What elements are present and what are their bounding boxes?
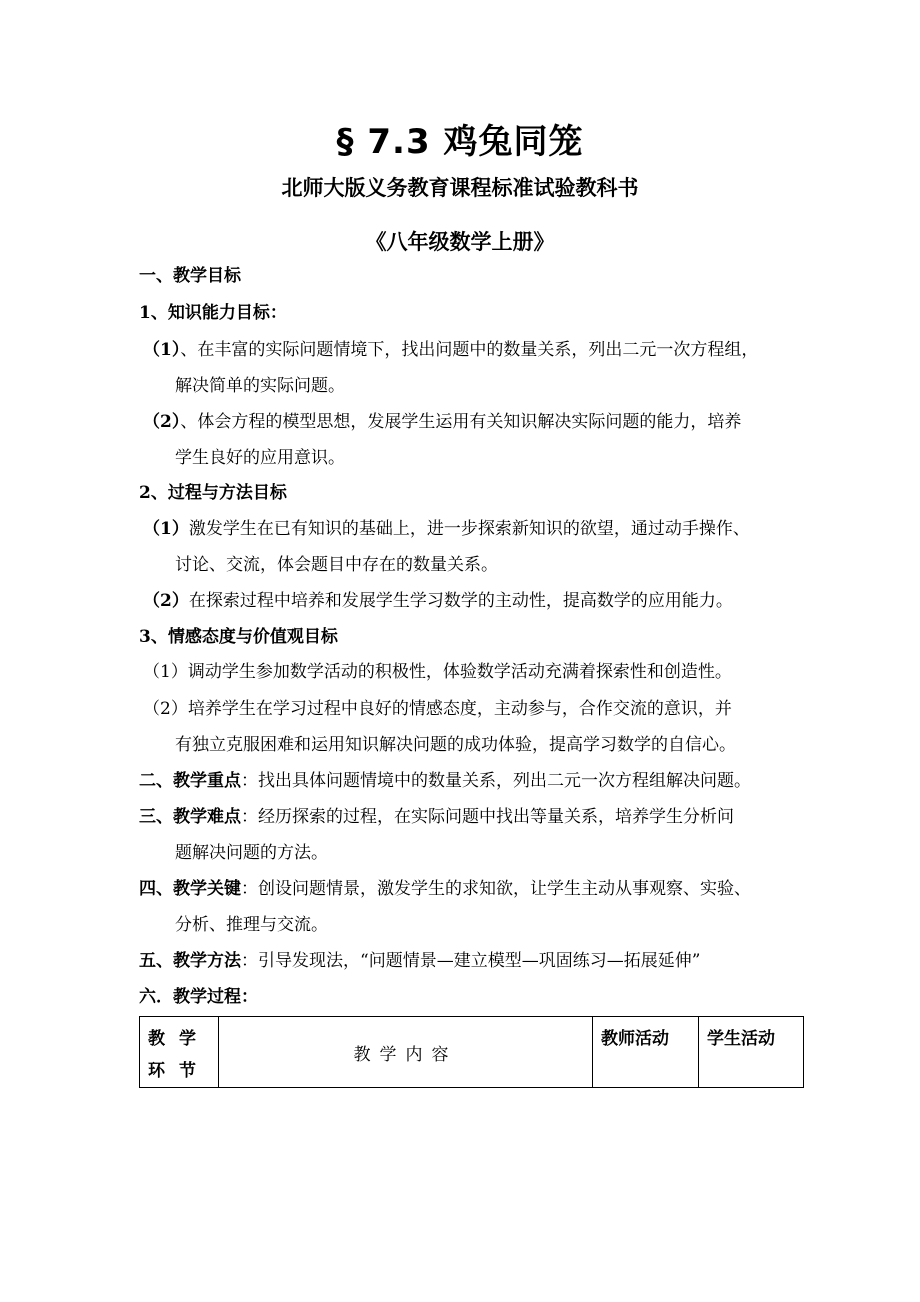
attitude-item-1: （1）调动学生参加数学活动的积极性，体验数学活动充满着探索性和创造性。 [143, 662, 732, 682]
section-difficulties [139, 805, 734, 829]
header-stage-line1: 教学 [148, 1029, 210, 1049]
page-title: § 7.3 鸡兔同笼 [336, 122, 584, 162]
item-number: （2） [143, 412, 181, 432]
item-text: 激发学生在已有知识的基础上，进一步探索新知识的欲望，通过动手操作、 [188, 519, 750, 539]
subheading-attitude: 3、情感态度与价值观目标 [139, 627, 338, 647]
section-text: ：创设问题情景，激发学生的求知欲，让学生主动从事观察、实验、 [241, 879, 751, 899]
knowledge-item-2 [143, 410, 741, 434]
section-text: ：经历探索的过程，在实际问题中找出等量关系，培养学生分析问 [241, 807, 734, 827]
header-content: 教学内容 [219, 1017, 593, 1088]
table-header-row [140, 1017, 804, 1088]
process-item-1 [143, 517, 750, 541]
subheading-knowledge: 1、知识能力目标： [139, 303, 287, 323]
item-text: 、体会方程的模型思想，发展学生运用有关知识解决实际问题的能力，培养 [180, 412, 742, 432]
section-label: 五、教学方法 [139, 951, 241, 971]
item-text: 、在丰富的实际问题情境下，找出问题中的数量关系，列出二元一次方程组， [180, 340, 759, 360]
header-student-activity: 学生活动 [699, 1017, 804, 1088]
section-process-heading: 六．教学过程： [139, 987, 258, 1007]
item-number: （2） [143, 591, 189, 611]
section-text: ：找出具体问题情境中的数量关系，列出二元一次方程组解决问题。 [241, 771, 751, 791]
section-key [139, 877, 751, 901]
attitude-item-2-cont: 有独立克服困难和运用知识解决问题的成功体验，提高学习数学的自信心。 [175, 735, 736, 755]
knowledge-item-1-cont: 解决简单的实际问题。 [175, 376, 345, 396]
section-label: 二、教学重点 [139, 771, 241, 791]
item-number: （1） [143, 340, 181, 360]
knowledge-item-1 [143, 338, 758, 362]
section-key-cont: 分析、推理与交流。 [175, 915, 328, 935]
section-key-points [139, 769, 751, 793]
subtitle-textbook: 北师大版义务教育课程标准试验教科书 [281, 175, 639, 200]
item-number: （1） [143, 519, 189, 539]
attitude-item-2: （2）培养学生在学习过程中良好的情感态度，主动参与，合作交流的意识，并 [143, 699, 732, 719]
item-text: 在探索过程中培养和发展学生学习数学的主动性，提高数学的应用能力。 [188, 591, 733, 611]
section-methods [139, 949, 700, 973]
teaching-process-table [139, 1016, 804, 1088]
subtitle-grade: 《八年级数学上册》 [365, 229, 555, 254]
header-teacher-activity: 教师活动 [593, 1017, 699, 1088]
section-difficulties-cont: 题解决问题的方法。 [175, 843, 328, 863]
process-item-2 [143, 589, 733, 613]
header-stage [140, 1017, 219, 1088]
header-stage-line2: 环节 [148, 1061, 210, 1081]
section-heading-objectives: 一、教学目标 [139, 266, 241, 286]
process-item-1-cont: 讨论、交流，体会题目中存在的数量关系。 [175, 555, 498, 575]
knowledge-item-2-cont: 学生良好的应用意识。 [175, 448, 345, 468]
section-label: 四、教学关键 [139, 879, 241, 899]
section-text: ：引导发现法，“问题情景—建立模型—巩固练习—拓展延伸” [241, 951, 701, 971]
section-label: 三、教学难点 [139, 807, 241, 827]
subheading-process: 2、过程与方法目标 [139, 483, 287, 503]
